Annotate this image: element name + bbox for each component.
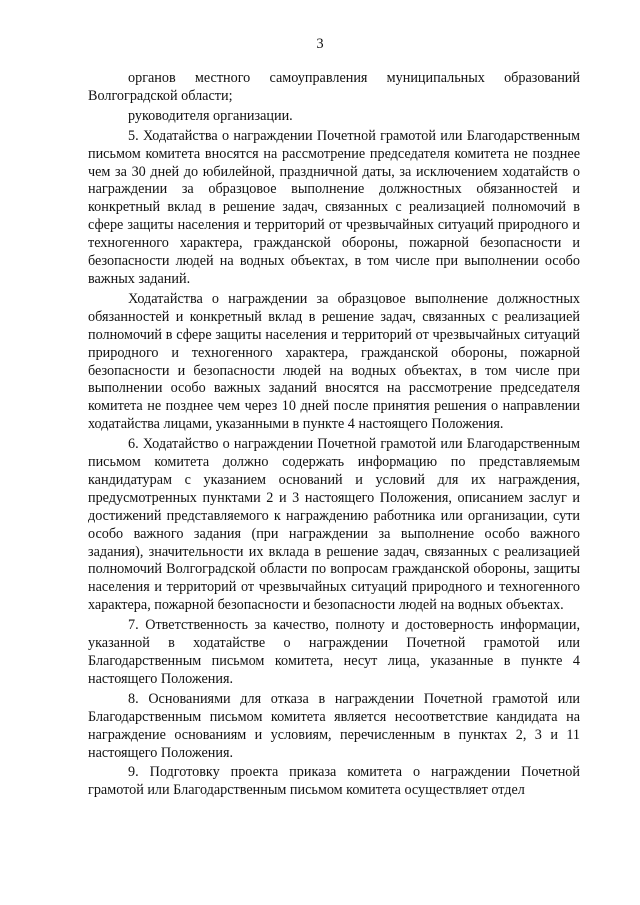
page-number: 3 [316, 36, 324, 52]
paragraph-municipal-bodies: органов местного самоуправления муниципальных образований Волгоградской области; [88, 70, 580, 104]
document-body [88, 70, 580, 802]
paragraph-item-7: 7. Ответственность за качество, полноту и достоверность информации, указанной в ходатайстве о награждении Почетной грамотой или Благодарственным письмом комитета, несут лица, указанные в пункте 4 настоящего Положения. [88, 617, 580, 687]
paragraph-item-8: 8. Основаниями для отказа в награждении Почетной грамотой или Благодарственным письмом комитета является несоответствие кандидата на награждение основаниям и условиям, перечисленным в пунктах 2, 3 и 11 настоящего Положения. [88, 690, 580, 761]
paragraph-organization-head: руководителя организации. [128, 107, 293, 124]
paragraph-item-6: 6. Ходатайство о награждении Почетной грамотой или Благодарственным письмом комитета должно содержать информацию по представляемым кандидатурам с указанием оснований и условий для их награждения, предусмотренных пунктами 2 и 3 настоящего Положения, описанием заслуг и достижений представляемого к награждению работника или организации, сути особо важного задания (при награждении за выполнение особо важного задания), значительности их вклада в решение задач, связанных с реализацией полномочий Волгоградской области по вопросам гражданской обороны, защиты населения и территорий от чрезвычайных ситуаций природного и техногенного характера, пожарной безопасности и безопасности людей на водных объектах. [88, 436, 580, 614]
paragraph-petitions: Ходатайства о награждении за образцовое выполнение должностных обязанностей и конкретный вклад в решение задач, связанных с реализацией полномочий в сфере защиты населения и территорий от чрезвычайных ситуаций природного и техногенного характера, гражданской обороны, пожарной безопасности и безопасности людей на водных объектах, в том числе при выполнении особо важных заданий вносятся на рассмотрение председателя комитета не позднее чем через 10 дней после принятия решения о направлении ходатайства лицами, указанными в пункте 4 настоящего Положения. [88, 290, 580, 433]
paragraph-item-9: 9. Подготовку проекта приказа комитета о награждении Почетной грамотой или Благодарственным письмом комитета осуществляет отдел [88, 764, 580, 799]
paragraph-item-5: 5. Ходатайства о награждении Почетной грамотой или Благодарственным письмом комитета вносятся на рассмотрение председателя комитета не позднее чем за 30 дней до юбилейной, праздничной даты, за исключением ходатайств о награждении за образцовое выполнение должностных обязанностей и конкретный вклад в решение задач, связанных с реализацией полномочий в сфере защиты населения и территорий от чрезвычайных ситуаций природного и техногенного характера, гражданской обороны, пожарной безопасности и безопасности людей на водных объектах, в том числе при выполнении особо важных заданий. [88, 127, 580, 287]
